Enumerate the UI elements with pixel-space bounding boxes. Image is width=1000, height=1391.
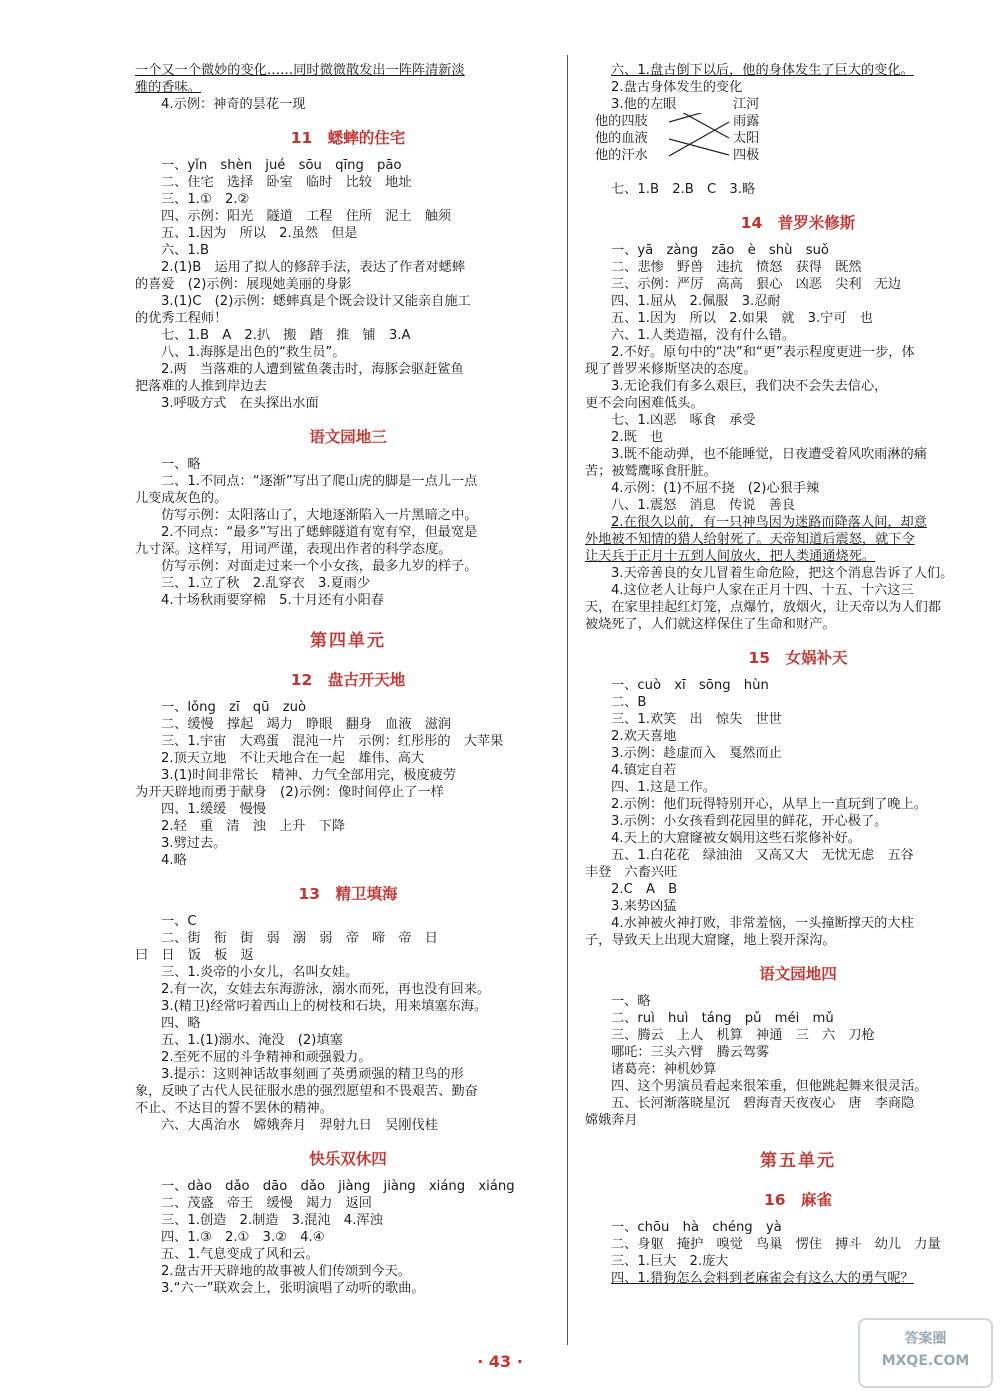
answer-line: 2.轻 重 清 浊 上升 下降 xyxy=(161,819,346,834)
watermark-url: MXQE.COM xyxy=(881,1353,970,1369)
answer-line: 象，反映了古代人民征服水患的强烈愿望和不畏艰苦、勤奋 xyxy=(135,1084,478,1099)
answer-line: 三、1.立了秋 2.乱穿衣 3.夏雨少 xyxy=(161,576,371,591)
answer-line: 三、示例：严厉 高高 狠心 凶恶 尖利 无边 xyxy=(611,277,902,292)
unit-title: 第五单元 xyxy=(760,1151,836,1171)
answer-line: 2.两 当落难的人遭到鲨鱼袭击时，海豚会驱赶鲨鱼 xyxy=(161,362,464,377)
page-number: · 43 · xyxy=(477,1352,523,1371)
section-title: 13 精卫填海 xyxy=(298,885,398,903)
answer-line: 的优秀工程师！ xyxy=(135,311,228,326)
answer-line: 3.(1)时间非常长 精神、力气全部用完，极度疲劳 xyxy=(161,768,457,783)
answer-line: 3.示例：小女孩看到花园里的鲜花，开心极了。 xyxy=(611,814,888,829)
answer-line: 三、腾云 上人 机算 神通 三 六 刀枪 xyxy=(611,1028,875,1043)
answer-line: 2.有一次，女娃去东海游泳，溺水而死，再也没有回来。 xyxy=(161,982,491,997)
answer-line: 五、1.气息变成了风和云。 xyxy=(161,1247,319,1262)
map-left-1: 他的血液 xyxy=(595,131,648,146)
answer-line: 四、1.这是工作。 xyxy=(611,780,716,795)
answer-line: 4.十场秋雨要穿棉 5.十月还有小阳春 xyxy=(161,593,384,608)
answer-line: 为开天辟地而勇于献身 (2)示例：像时间停止了一样 xyxy=(135,785,444,800)
section-title: 16 麻雀 xyxy=(763,1191,833,1209)
answer-line: 六、大禹治水 嫦娥奔月 羿射九日 吴刚伐桂 xyxy=(161,1118,438,1133)
answer-line: 四、1.缓缓 慢慢 xyxy=(161,802,266,817)
map-left-2: 他的汗水 xyxy=(595,148,648,163)
answer-line: 3.“六一”联欢会上，张明演唱了动听的歌曲。 xyxy=(161,1281,425,1296)
answer-line: 五、长河渐落晓星沉 碧海青天夜夜心 唐 李商隐 xyxy=(611,1096,915,1111)
answer-line: 七、1.B A 2.扒 搬 踏 推 铺 3.A xyxy=(161,328,411,343)
answer-line: 三、1.创造 2.制造 3.混沌 4.浑浊 xyxy=(161,1213,383,1228)
map-right-1: 雨露 xyxy=(733,114,760,129)
answer-line: 的喜爱 (2)示例：展现她美丽的身影 xyxy=(135,277,352,292)
answer-line: 2.至死不屈的斗争精神和顽强毅力。 xyxy=(161,1050,372,1065)
answer-line: 四、略 xyxy=(161,1016,201,1031)
answer-line: 3.天帝善良的女儿冒着生命危险，把这个消息告诉了人们。 xyxy=(611,566,954,581)
answer-line: 现了普罗米修斯坚决的态度。 xyxy=(585,362,757,377)
section-title: 11 蟋蟀的住宅 xyxy=(290,129,406,147)
section-title: 语文园地三 xyxy=(309,428,387,446)
answer-line: 一、yǐn shèn jué sōu qīng pāo xyxy=(161,158,402,173)
answer-line: 不止、不达目的誓不罢休的精神。 xyxy=(135,1101,333,1116)
answer-line: 六、1.B xyxy=(161,243,210,258)
answer-line: 三、1.欢笑 出 惊失 世世 xyxy=(611,712,782,727)
answer-line: 七、1.凶恶 啄食 承受 xyxy=(611,413,756,428)
answer-line: 二、B xyxy=(611,695,647,710)
answer-line: 3.呼吸方式 在头探出水面 xyxy=(161,396,319,411)
answer-line: 2.示例：他们玩得特别开心，从早上一直玩到了晚上。 xyxy=(611,797,927,812)
unit-title: 第四单元 xyxy=(310,631,386,651)
answer-line: 三、1.① 2.② xyxy=(161,192,250,207)
answer-line: 3.提示：这则神话故事刻画了英勇顽强的精卫鸟的形 xyxy=(161,1067,464,1082)
answer-line: 2.顶天立地 不让天地合在一起 雄伟、高大 xyxy=(161,751,425,766)
answer-line: 五、1.白花花 绿油油 又高又大 无忧无虑 五谷 xyxy=(611,848,914,863)
answer-line: 二、缓慢 撑起 竭力 睁眼 翻身 血液 滋润 xyxy=(161,717,452,732)
answer-line: 2.在很久以前，有一只神鸟因为迷路而降落人间，却意 xyxy=(611,515,927,530)
answer-line: 3.示例：趁虚而入 戛然而止 xyxy=(611,746,782,761)
section-title: 15 女娲补天 xyxy=(748,649,848,667)
answer-line: 二、ruì huì táng pǔ méi mǔ xyxy=(611,1011,834,1026)
answer-line: 八、1.海豚是出色的“救生员”。 xyxy=(161,345,346,360)
answer-line: 四、这个男演员看起来很笨重，但他跳起舞来很灵活。 xyxy=(611,1079,928,1094)
answer-line: 4.水神被火神打败，非常羞恼，一头撞断撑天的大柱 xyxy=(611,916,914,931)
answer-line: 3.来势凶猛 xyxy=(611,899,677,914)
answer-line: 2.不同点：“最多”写出了蟋蟀隧道有宽有窄，但最宽是 xyxy=(161,525,478,540)
answer-line: 4.示例：(1)不屈不挠 (2)心狠手辣 xyxy=(611,481,820,496)
answer-line: 四、1.猎狗怎么会料到老麻雀会有这么大的勇气呢？ xyxy=(611,1271,914,1286)
right-main-block xyxy=(585,181,1000,1287)
answer-line: 二、1.不同点：“逐渐”写出了爬山虎的脚是一点儿一点 xyxy=(161,474,478,489)
answer-line: 四、示例：阳光 隧道 工程 住所 泥土 触须 xyxy=(161,209,452,224)
answer-line: 3.既不能动弹，也不能睡觉，日夜遭受着风吹雨淋的痛 xyxy=(611,447,927,462)
answer-line: 一、cuò xī sōng hùn xyxy=(611,678,769,693)
right-top-block xyxy=(585,62,1000,113)
answer-line: 诸葛亮：神机妙算 xyxy=(611,1062,717,1077)
answer-line: 哪吒：三头六臂 腾云驾雾 xyxy=(611,1045,770,1060)
answer-line: 仿写示例：太阳落山了，大地逐渐陷入一片黑暗之中。 xyxy=(161,508,478,523)
answer-line: 3.(精卫)经常叼着西山上的树枝和石块，用来填塞东海。 xyxy=(161,999,488,1014)
answer-line: 三、1.巨大 2.庞大 xyxy=(611,1254,729,1269)
answer-line: 雅的香味。 xyxy=(135,80,201,95)
answer-line: 苦；被鹫鹰啄食肝脏。 xyxy=(585,464,717,479)
answer-line: 二、悲惨 野兽 违抗 愤怒 获得 既然 xyxy=(611,260,862,275)
map-right-0: 江河 xyxy=(733,97,760,112)
watermark-logo xyxy=(858,1318,993,1388)
answer-line: 六、1.盘古倒下以后，他的身体发生了巨大的变化。 xyxy=(611,63,914,78)
answer-line: 把落难的人推到岸边去 xyxy=(135,379,267,394)
section-title: 语文园地四 xyxy=(759,965,837,983)
column-divider xyxy=(567,55,568,1345)
answer-line: 六、1.人类造福，没有什么错。 xyxy=(611,328,796,343)
answer-line: 2.既 也 xyxy=(611,430,664,445)
answer-line: 五、1.因为 所以 2.虽然 但是 xyxy=(161,226,358,241)
answer-line: 4.这位老人让每户人家在正月十四、十五、十六这三 xyxy=(611,583,914,598)
answer-line: 更不会向困难低头。 xyxy=(585,396,704,411)
answer-line: 3.无论我们有多么艰巨，我们决不会失去信心， xyxy=(611,379,888,394)
answer-line: 七、1.B 2.B C 3.略 xyxy=(611,182,756,197)
answer-line: 五、1.因为 所以 2.如果 就 3.宁可 也 xyxy=(611,311,873,326)
map-right-2: 太阳 xyxy=(733,131,760,146)
answer-line: 二、住宅 选择 卧室 临时 比较 地址 xyxy=(161,175,412,190)
answer-line: 曰 日 饭 板 返 xyxy=(135,948,254,963)
answer-line: 二、街 衔 街 弱 溺 弱 帝 啼 帝 日 xyxy=(161,931,438,946)
section-title: 快乐双休四 xyxy=(309,1150,387,1168)
answer-line: 3.劈过去。 xyxy=(161,836,227,851)
answer-line: 二、身躯 掩护 嗅觉 鸟巢 愣住 搏斗 幼儿 力量 xyxy=(611,1237,941,1252)
answer-line: 二、茂盛 帝王 缓慢 竭力 返回 xyxy=(161,1196,372,1211)
answer-line: 被烧死了，人们就这样保住了生命和财产。 xyxy=(585,617,836,632)
answer-line: 2.(1)B 运用了拟人的修辞手法，表达了作者对蟋蟀 xyxy=(161,260,466,275)
answer-line: 2.欢天喜地 xyxy=(611,729,677,744)
answer-line: 4.示例：神奇的昙花一现 xyxy=(161,97,306,112)
answer-line: 天，在家里挂起红灯笼，点爆竹，放烟火，让天帝以为人们都 xyxy=(585,600,942,615)
answer-line: 4.天上的大窟窿被女娲用这些石浆修补好。 xyxy=(611,831,861,846)
answer-line: 让天兵于正月十五到人间放火，把人类通通烧死。 xyxy=(585,549,876,564)
answer-line: 一、略 xyxy=(161,457,201,472)
answer-line: 4.镇定自若 xyxy=(611,763,677,778)
answer-line: 三、1.炎帝的小女儿，名叫女娃。 xyxy=(161,965,359,980)
section-title: 12 盘古开天地 xyxy=(290,671,406,689)
answer-line: 2.盘古开天辟地的故事被人们传颂到今天。 xyxy=(161,1264,411,1279)
section-title: 14 普罗米修斯 xyxy=(740,214,856,232)
mapping-lines xyxy=(669,113,733,165)
answer-line: 一个又一个微妙的变化……同时微微散发出一阵阵清新淡 xyxy=(135,63,465,78)
map-right-3: 四极 xyxy=(733,148,760,163)
answer-line: 四、1.③ 2.① 3.② 4.④ xyxy=(161,1230,325,1245)
answer-line: 一、yā zàng zāo è shù suǒ xyxy=(611,243,829,258)
right-column xyxy=(585,62,1000,1287)
left-column xyxy=(135,62,561,1297)
answer-line: 八、1.震怒 消息 传说 善良 xyxy=(611,498,796,513)
answer-line: 外地被不知情的猎人给射死了。天帝知道后震怒，就下令 xyxy=(585,532,915,547)
answer-line: 四、1.屈从 2.佩服 3.忍耐 xyxy=(611,294,781,309)
watermark-text: 答案圈 xyxy=(904,1331,947,1347)
answer-line: 九寸深。这样写，用词严谨，表现出作者的科学态度。 xyxy=(135,542,452,557)
answer-line: 2.C A B xyxy=(611,882,678,897)
answer-line: 嫦娥奔月 xyxy=(585,1113,638,1128)
answer-line: 3.(1)C (2)示例：蟋蟀真是个既会设计又能亲自施工 xyxy=(161,294,471,309)
answer-line: 仿写示例：对面走过来一个小女孩，最多九岁的样子。 xyxy=(161,559,478,574)
answer-line: 4.略 xyxy=(161,853,187,868)
answer-line: 3.他的左眼 xyxy=(611,97,677,112)
answer-line: 子，导致天上出现大窟窿，地上裂开深沟。 xyxy=(585,933,836,948)
answer-line: 丰登 六畜兴旺 xyxy=(585,865,678,880)
answer-line: 2.盘古身体发生的变化 xyxy=(611,80,743,95)
answer-line: 三、1.宇宙 大鸡蛋 混沌一片 示例：红彤彤的 大苹果 xyxy=(161,734,504,749)
map-left-0: 他的四肢 xyxy=(595,114,648,129)
answer-line: 一、lǒng zī qū zuò xyxy=(161,700,307,715)
answer-line: 一、略 xyxy=(611,994,651,1009)
answer-line: 儿变成灰色的。 xyxy=(135,491,228,506)
answer-line: 一、chōu hà chéng yà xyxy=(611,1220,782,1235)
answer-line: 一、C xyxy=(161,914,197,929)
answer-line: 2.不好。原句中的“决”和“更”表示程度更进一步，体 xyxy=(611,345,915,360)
answer-line: 五、1.(1)溺水、淹没 (2)填塞 xyxy=(161,1033,343,1048)
answer-line: 一、dào dǎo dāo dǎo jiàng jiàng xiáng xiáng xyxy=(161,1179,515,1194)
